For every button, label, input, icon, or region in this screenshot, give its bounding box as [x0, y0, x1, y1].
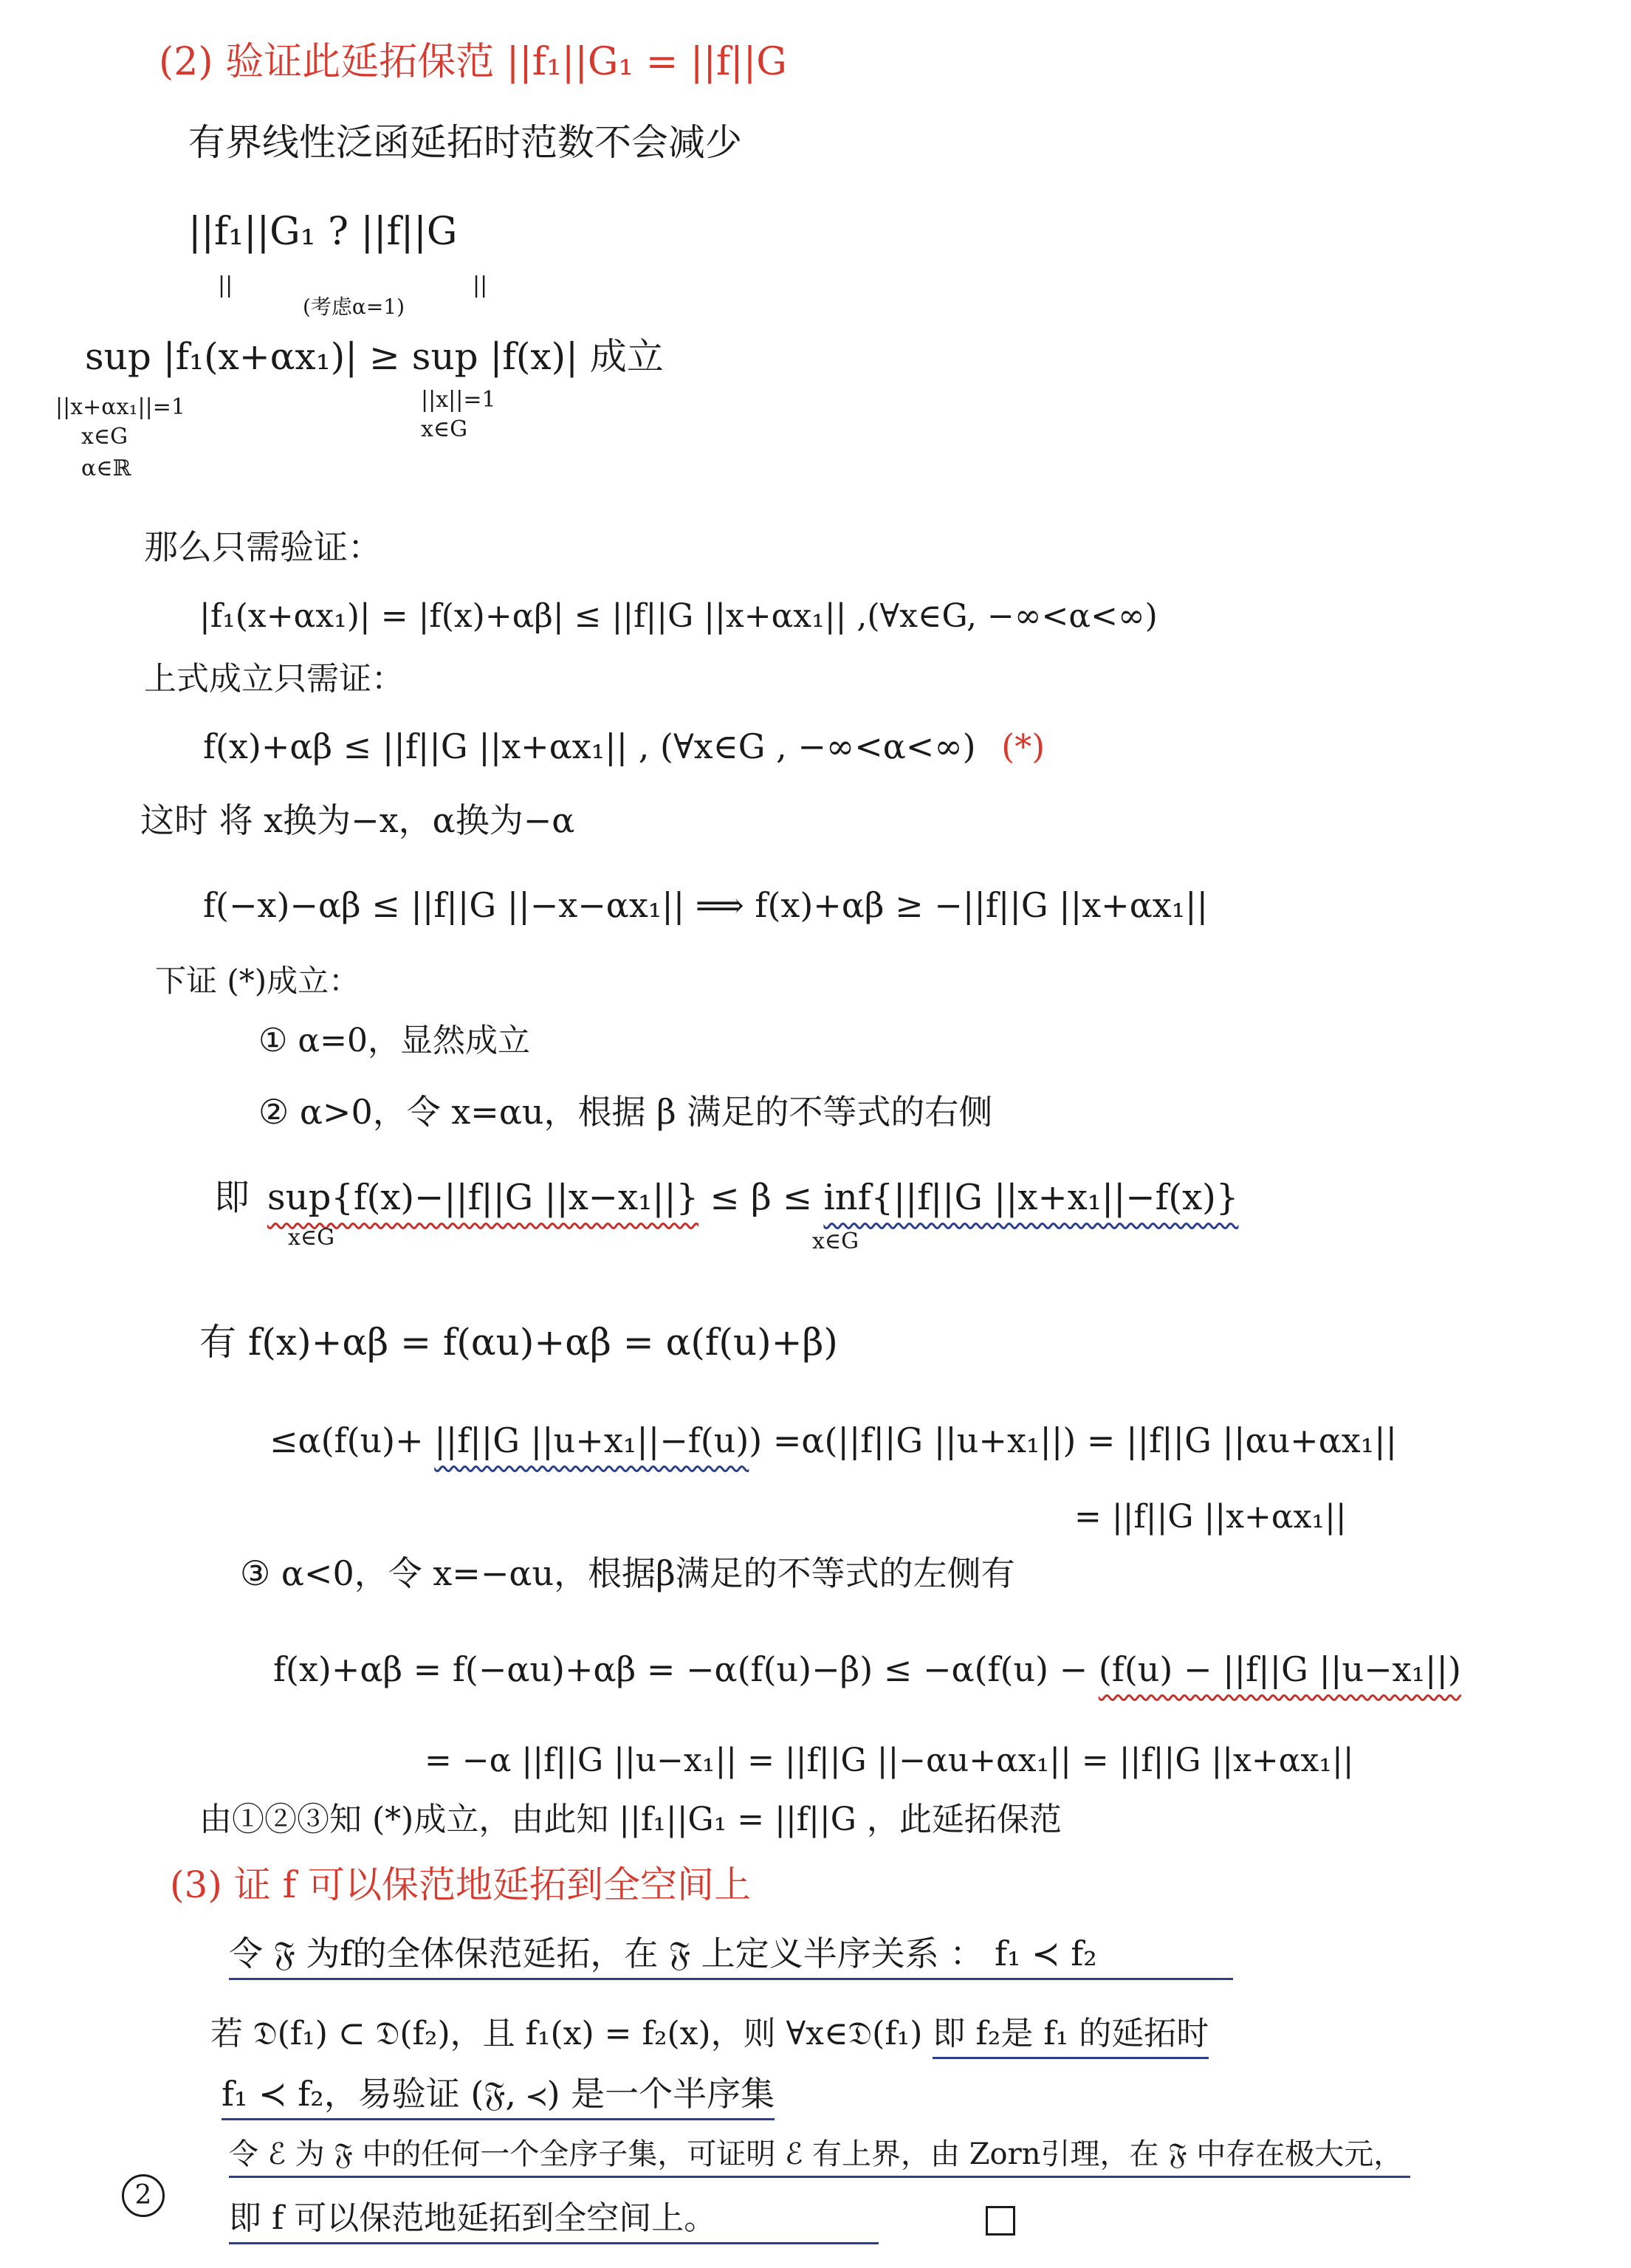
extension-condition-text: 若 𝔇(f₁) ⊂ 𝔇(f₂)，且 f₁(x) = f₂(x)，则 ∀x∈𝔇(f₁)	[210, 2015, 933, 2052]
star-inequality	[203, 727, 1045, 766]
sup-expression: sup{f(x)−||f||G ||x−x₁||}	[267, 1177, 699, 1218]
sup-condition-norm: ||x+αx₁||=1	[55, 394, 185, 420]
prove-star-text: 下证 (*)成立：	[155, 963, 360, 999]
beta-between: ≤ β ≤	[698, 1177, 824, 1218]
case-3-substitution: (f(u) − ||f||G ||u−x₁||)	[1098, 1649, 1461, 1689]
le-chain-end: ) =α(||f||G ||u+x₁||) = ||f||G ||αu+αx₁||	[749, 1420, 1398, 1460]
qed-box	[986, 2206, 1015, 2236]
sup-condition-set-right: x∈G	[421, 416, 468, 442]
you-equation: 有 f(x)+αβ = f(αu)+αβ = α(f(u)+β)	[199, 1321, 838, 1364]
case-3: ③ α<0，令 x=−αu，根据β满足的不等式的左侧有	[240, 1553, 1015, 1593]
verify-inequality: |f₁(x+αx₁)| = |f(x)+αβ| ≤ ||f||G ||x+αx₁|| ,(∀x∈G, −∞<α<∞)	[199, 597, 1158, 635]
zorn-lemma-line: 令 ℰ 为 𝔉 中的任何一个全序子集，可证明 ℰ 有上界，由 Zorn引理，在 𝔉 中存在极大元，	[229, 2137, 1410, 2178]
need-verify-text: 那么只需验证：	[144, 527, 382, 567]
case-3-result: = −α ||f||G ||u−x₁|| = ||f||G ||−αu+αx₁|| = ||f||G ||x+αx₁||	[425, 1742, 1354, 1779]
qed-square-icon	[986, 2206, 1015, 2236]
circle-number	[122, 2174, 165, 2217]
le-chain-start: ≤α(f(u)+	[269, 1420, 435, 1460]
extension-meaning: 即 f₂是 f₁ 的延拓时	[933, 2015, 1209, 2059]
section-3-heading: (3) 证 f 可以保范地延拓到全空间上	[170, 1863, 752, 1906]
negation-inequality: f(−x)−αβ ≤ ||f||G ||−x−αx₁|| ⟹ f(x)+αβ ≥ −||f||G ||x+αx₁||	[203, 885, 1209, 925]
equal-mark-left: ||	[218, 272, 233, 298]
partial-order-set: f₁ ≺ f₂，易验证 (𝔉, ≺) 是一个半序集	[222, 2075, 775, 2120]
sup-condition-alpha: α∈ℝ	[81, 456, 131, 481]
final-statement-text: 即 f 可以保范地延拓到全空间上。	[229, 2199, 717, 2237]
sup-comparison: sup |f₁(x+αx₁)| ≥ sup |f(x)| 成立	[85, 335, 664, 378]
consider-note: (考虑α=1)	[303, 295, 405, 319]
star-mark: (*)	[1001, 726, 1045, 766]
equal-mark-right: ||	[473, 272, 488, 298]
case-2: ② α>0，令 x=αu，根据 β 满足的不等式的右侧	[258, 1092, 993, 1132]
above-holds-text: 上式成立只需证：	[144, 660, 404, 698]
ji-label: 即	[214, 1177, 250, 1218]
case-3-chain-start: f(x)+αβ = f(−αu)+αβ = −α(f(u)−β) ≤ −α(f(u) −	[273, 1649, 1099, 1689]
sup-condition-norm-right: ||x||=1	[421, 387, 496, 413]
case-3-chain	[273, 1650, 1461, 1689]
sup-condition-set: x∈G	[81, 424, 128, 450]
extension-condition	[210, 2016, 1209, 2053]
norm-remark: 有界线性泛函延拓时范数不会减少	[188, 121, 742, 164]
partial-order-definition: 令 𝔉 为f的全体保范延拓，在 𝔉 上定义半序关系 ： f₁ ≺ f₂	[229, 1934, 1233, 1980]
circled-2: 2	[122, 2174, 165, 2217]
le-chain-substitution: ||f||G ||u+x₁||−f(u)	[434, 1420, 749, 1460]
section-2-heading: (2) 验证此延拓保范 ||f₁||G₁ = ||f||G	[159, 40, 787, 84]
sup-subscript: x∈G	[288, 1225, 335, 1251]
le-chain	[269, 1421, 1397, 1460]
case-1: ① α=0，显然成立	[258, 1022, 531, 1059]
inf-subscript: x∈G	[812, 1228, 859, 1254]
star-inequality-text: f(x)+αβ ≤ ||f||G ||x+αx₁|| , (∀x∈G , −∞<α<∞)	[203, 726, 976, 766]
inf-expression: inf{||f||G ||x+x₁||−f(x)}	[823, 1177, 1239, 1218]
norm-compare: ||f₁||G₁ ? ||f||G	[188, 210, 458, 254]
conclusion: 由①②③知 (*)成立，由此知 ||f₁||G₁ = ||f||G ，此延拓保范	[199, 1801, 1062, 1838]
beta-bounds	[214, 1178, 1238, 1218]
replace-text: 这时 将 x换为−x，α换为−α	[140, 800, 575, 840]
final-statement	[229, 2200, 879, 2244]
final-equality: = ||f||G ||x+αx₁||	[1074, 1498, 1347, 1536]
